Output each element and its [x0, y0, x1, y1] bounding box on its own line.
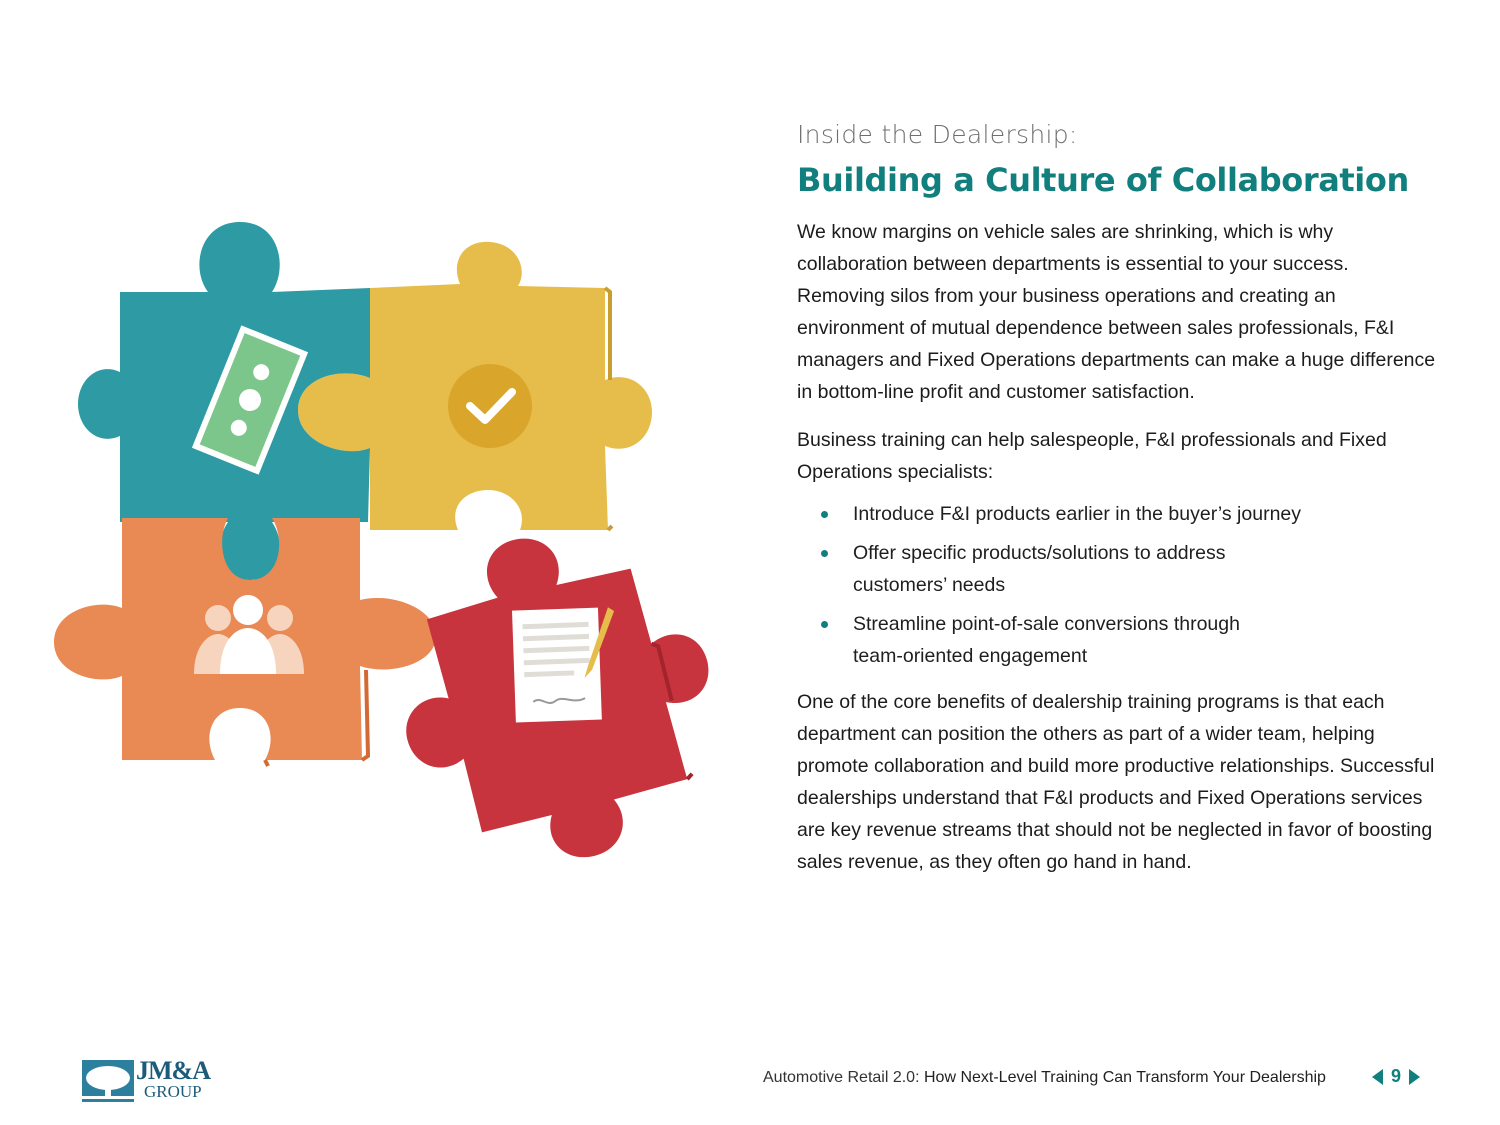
jma-group-logo — [82, 1056, 222, 1104]
bullet-icon — [821, 511, 828, 518]
logo-main-text: JM&A — [136, 1056, 210, 1085]
footer-title-strong: How Next-Level Training Can Transform Your Dealership — [923, 1069, 1326, 1086]
tree-logo-icon — [82, 1060, 134, 1104]
footer-document-title — [763, 1069, 1326, 1087]
list-item — [821, 537, 1273, 601]
paragraph-training: Business training can help salespeople, F&I professionals and Fixed Operations specialists: — [797, 429, 1387, 483]
page-title: Building a Culture of Collaboration — [797, 161, 1409, 199]
logo-sub-text: GROUP — [144, 1082, 202, 1101]
footer-title-light: Automotive Retail 2.0: — [763, 1069, 920, 1086]
list-item-text: Introduce F&I products earlier in the buyer’s journey — [853, 503, 1302, 525]
logo-wordmark — [136, 1058, 210, 1099]
paragraph-intro: We know margins on vehicle sales are shrinking, which is why collaboration between departments is essential to your success. Removing silos from your business operations and creating an environment of mutual dependence between sales professionals, F&I managers and Fixed Operations departments can make a huge difference in bottom-line profit and customer satisfaction. — [797, 221, 1436, 403]
paragraph-benefits: One of the core benefits of dealership training programs is that each department can position the others as part of a wider team, helping promote collaboration and build more productive relationships. Successful dealerships understand that F&I products and Fixed Operations services are key revenue streams that should not be neglected in favor of boosting sales revenue, as they often go hand in hand. — [797, 691, 1435, 873]
list-item — [821, 498, 1437, 530]
article-content — [797, 118, 1437, 894]
section-eyebrow: Inside the Dealership: — [797, 120, 1078, 149]
list-item-text: Streamline point-of-sale conversions through team-oriented engagement — [853, 613, 1240, 667]
page-navigation — [1372, 1066, 1420, 1087]
page-number: 9 — [1391, 1066, 1402, 1086]
checkmark-icon-circle — [448, 364, 532, 448]
puzzle-illustration — [40, 200, 760, 880]
list-item — [821, 608, 1273, 672]
benefit-list — [797, 498, 1437, 672]
previous-page-icon[interactable] — [1372, 1069, 1383, 1085]
next-page-icon[interactable] — [1409, 1069, 1420, 1085]
bullet-icon — [821, 550, 828, 557]
list-item-text: Offer specific products/solutions to address customers’ needs — [853, 542, 1226, 596]
bullet-icon — [821, 621, 828, 628]
